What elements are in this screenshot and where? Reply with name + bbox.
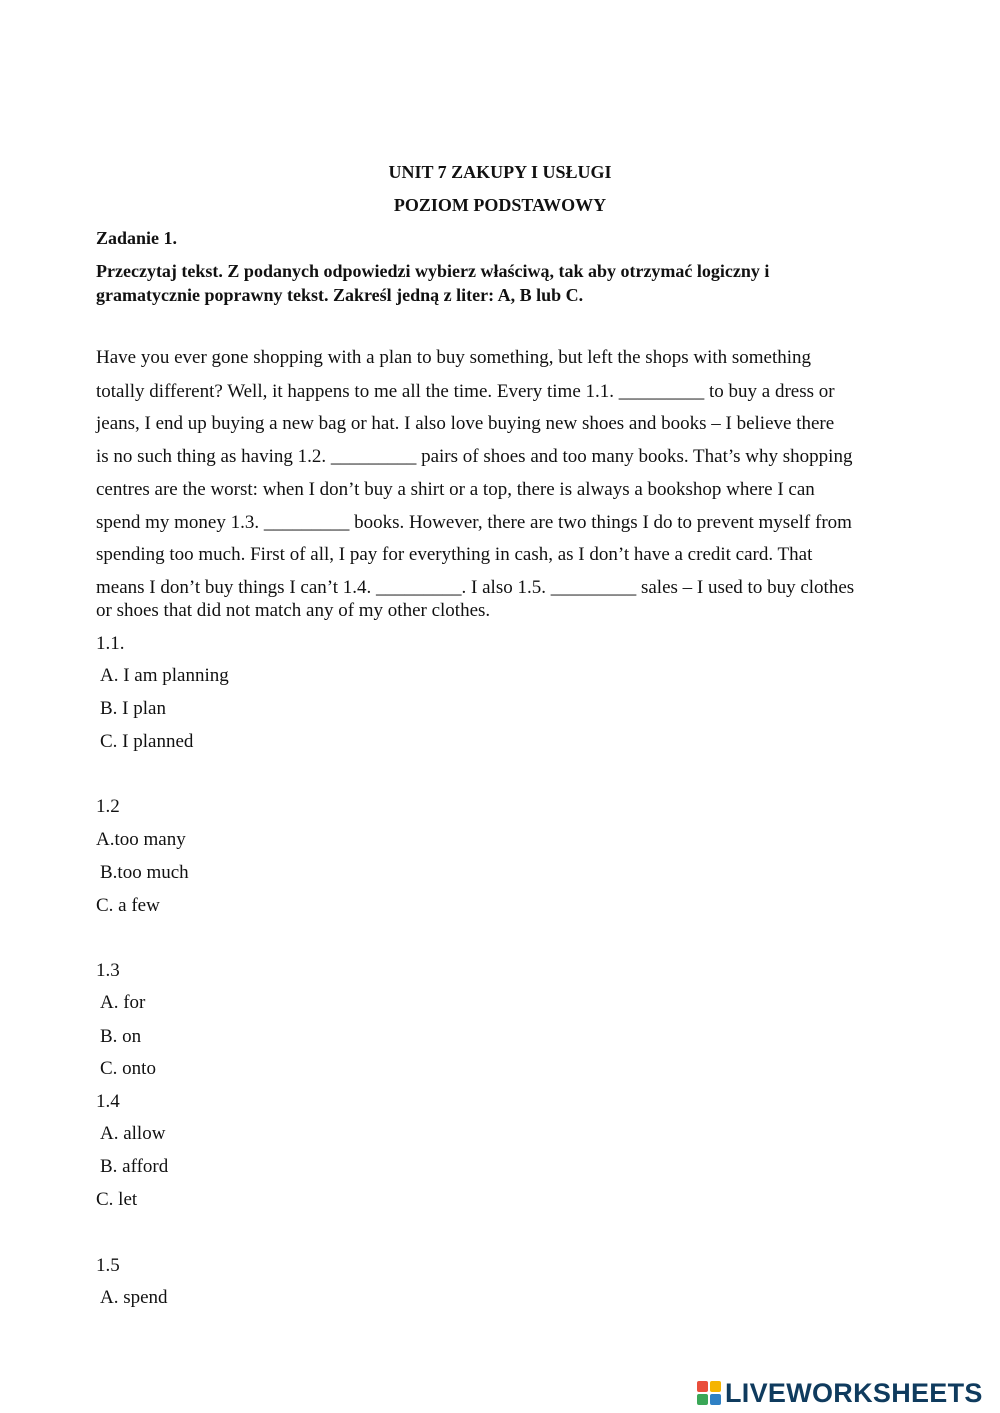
logo-text: LIVEWORKSHEETS [725,1377,983,1408]
passage-line: is no such thing as having 1.2. _________ pairs of shoes and too many books. That’s why shopping [96,446,853,467]
task-label: Zadanie 1. [96,228,178,248]
liveworksheets-logo-icon [697,1381,721,1405]
unit-title: UNIT 7 ZAKUPY I USŁUGI [388,162,612,182]
answer-option[interactable]: A. I am planning [100,665,229,686]
answer-option[interactable]: C. I planned [100,731,194,752]
answer-option[interactable]: B.too much [100,862,189,883]
answer-option[interactable]: C. onto [100,1058,156,1079]
answer-option[interactable]: A.too many [96,829,186,850]
question-number: 1.4 [96,1091,120,1112]
passage-line: or shoes that did not match any of my other clothes. [96,600,491,621]
level-title: POZIOM PODSTAWOWY [393,195,607,215]
question-number: 1.1. [96,633,125,654]
answer-option[interactable]: A. spend [100,1287,168,1308]
liveworksheets-logo [697,1377,983,1409]
answer-option[interactable]: B. afford [100,1156,169,1177]
passage-line: spend my money 1.3. _________ books. However, there are two things I do to prevent myself from [96,512,852,533]
question-number: 1.3 [96,960,120,981]
answer-option[interactable]: A. for [100,992,146,1013]
question-number: 1.5 [96,1255,120,1276]
passage-line: centres are the worst: when I don’t buy a shirt or a top, there is always a bookshop where I can [96,479,815,500]
answer-option[interactable]: C. let [96,1189,138,1210]
passage-line: spending too much. First of all, I pay for everything in cash, as I don’t have a credit card. That [96,544,813,565]
passage-line: Have you ever gone shopping with a plan to buy something, but left the shops with something [96,347,812,368]
task-instruction: Przeczytaj tekst. Z podanych odpowiedzi wybierz właściwą, tak aby otrzymać logiczny i gramatycznie poprawny tekst. Zakreśl jedną z liter: A, B lub C. [96,261,770,305]
answer-option[interactable]: B. on [100,1026,142,1047]
answer-option[interactable]: A. allow [100,1123,166,1144]
answer-option[interactable]: B. I plan [100,698,166,719]
answer-option[interactable]: C. a few [96,895,160,916]
question-number: 1.2 [96,796,120,817]
passage-line: means I don’t buy things I can’t 1.4. _________. I also 1.5. _________ sales – I used to buy clothes [96,577,855,598]
passage-line: totally different? Well, it happens to me all the time. Every time 1.1. _________ to buy a dress or [96,381,835,402]
passage-line: jeans, I end up buying a new bag or hat. I also love buying new shoes and books – I believe there [96,413,835,434]
